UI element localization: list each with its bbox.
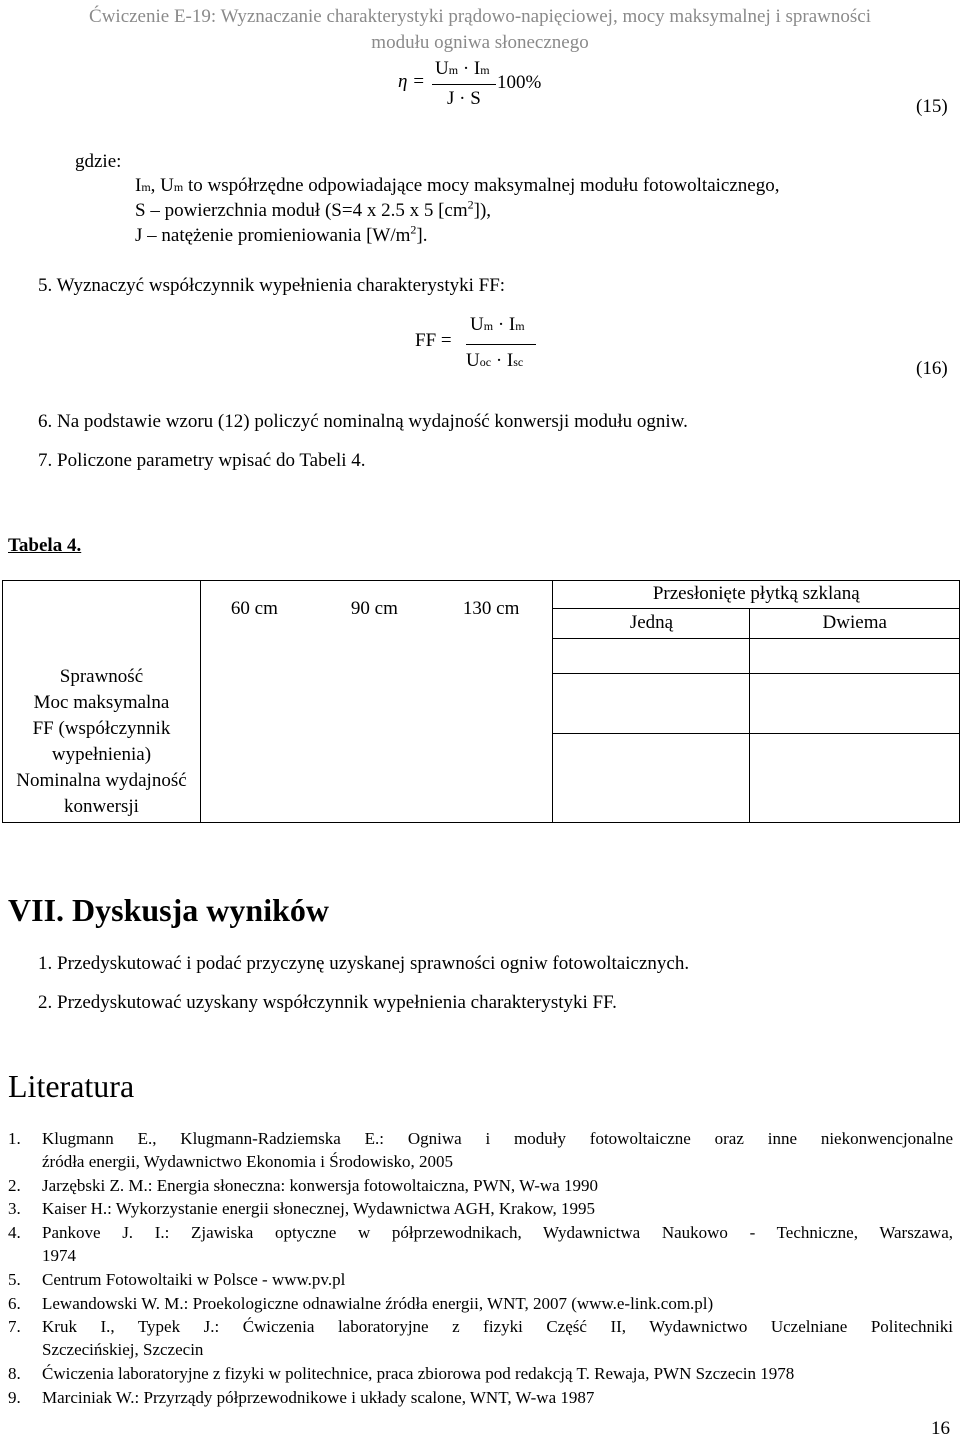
discussion-title: VII. Dyskusja wyników: [8, 892, 329, 928]
column-header-130cm: 130 cm: [462, 598, 520, 619]
eq15-numerator: Um · Im: [435, 58, 490, 79]
eq15-fraction-bar: [432, 84, 496, 85]
cell-two-glass-ff: [750, 734, 960, 823]
eq15-lhs: η =: [398, 71, 425, 92]
glass-one-header: Jedną: [629, 612, 674, 633]
where-line-3: J – natężenie promieniowania $[W/m^2]$.: [135, 222, 428, 246]
discussion-item-2: 2. Przedyskutować uzyskany współczynnik wypełnienia charakterystyki FF.: [38, 992, 617, 1013]
row-labels-cell: [3, 581, 201, 823]
row-label-max-power: Moc maksymalna: [33, 692, 170, 713]
cell-two-glass-efficiency: [750, 639, 960, 674]
eq16-fraction-bar: [466, 344, 536, 345]
eq16-number: (16): [916, 358, 948, 379]
where-line-2: S – powierzchnia moduł (S=4 x 2.5 x 5 $[cm^2]$),: [135, 197, 492, 221]
step-5: 5. Wyznaczyć współczynnik wypełnienia charakterystyki FF:: [38, 275, 506, 296]
page-number: 16: [931, 1418, 950, 1439]
cell-two-glass-power: [750, 674, 960, 734]
row-label-nominal-efficiency: Nominalna wydajność konwersji: [16, 770, 187, 817]
table-title: Tabela 4.: [8, 535, 82, 556]
glass-header: Przesłonięte płytką szklaną: [652, 583, 860, 604]
row-label-ff: FF (współczynnik wypełnienia): [32, 718, 171, 765]
step-7: 7. Policzone parametry wpisać do Tabeli 4.: [38, 450, 366, 471]
header-line-2: modułu ogniwa słonecznego: [371, 32, 589, 53]
header-line-1: Ćwiczenie E-19: Wyznaczanie charakterystyki prądowo-napięciowej, mocy maksymalnej i sprawności: [89, 6, 871, 27]
eq16-denominator: Uoc · Isc: [466, 350, 524, 371]
eq15-number: (15): [916, 96, 948, 117]
glass-two-header: Dwiema: [822, 612, 887, 633]
distance-columns-cell: [200, 581, 553, 823]
results-table: [2, 580, 960, 823]
where-line-1: Im, Um to współrzędne odpowiadające mocy maksymalnej modułu fotowoltaicznego,: [135, 175, 780, 196]
discussion-item-1: 1. Przedyskutować i podać przyczynę uzyskanej sprawności ogniw fotowoltaicznych.: [38, 953, 690, 974]
where-label: gdzie:: [75, 151, 122, 172]
eq15-suffix: 100%: [497, 72, 542, 93]
column-header-60cm: 60 cm: [230, 598, 278, 619]
glass-subheader-line: [553, 608, 959, 609]
eq16-lhs: FF =: [415, 330, 452, 351]
row-label-efficiency: Sprawność: [59, 666, 144, 687]
glass-header-cell: [553, 581, 960, 639]
page-header: [0, 4, 960, 56]
eq16-numerator: Um · Im: [470, 314, 525, 335]
cell-one-glass-efficiency: [553, 639, 750, 674]
literature-title: Literatura: [8, 1068, 135, 1104]
eq15-denominator: J · S: [447, 88, 481, 109]
cell-one-glass-ff: [553, 734, 750, 823]
step-6: 6. Na podstawie wzoru (12) policzyć nominalną wydajność konwersji modułu ogniw.: [38, 411, 688, 432]
cell-one-glass-power: [553, 674, 750, 734]
column-header-90cm: 90 cm: [350, 598, 398, 619]
